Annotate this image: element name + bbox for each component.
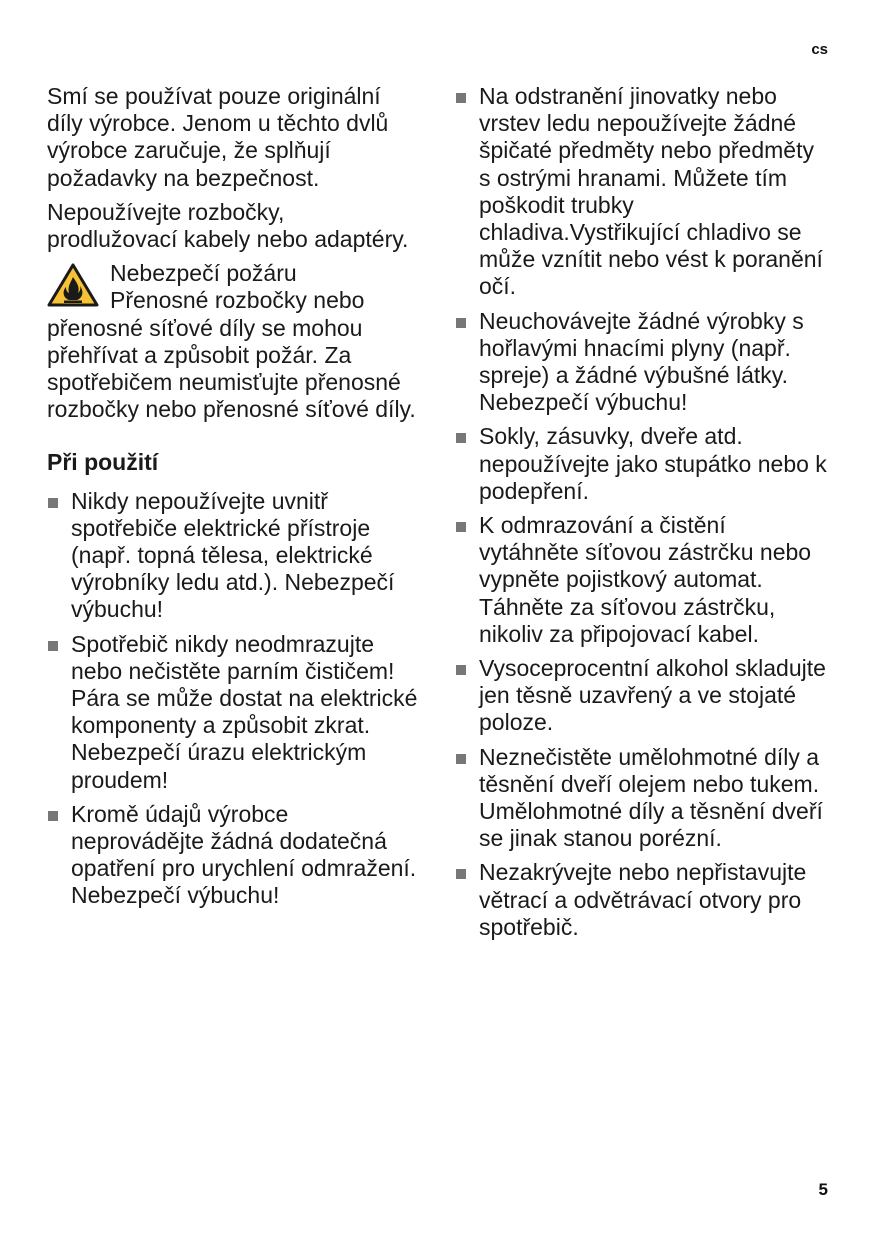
- list-item: [47, 631, 419, 794]
- list-item-text: Spotřebič nikdy neodmrazujte nebo nečistěte parním čističem! Pára se může dostat na elektrické komponenty a způsobit zkrat. Nebezpečí úrazu elektrickým proudem!: [71, 630, 418, 793]
- section-heading: Při použití: [47, 449, 159, 476]
- list-item: [455, 83, 827, 301]
- list-item: [455, 859, 827, 941]
- list-item-text: Vysoceprocentní alkohol skladujte jen těsně uzavřený a ve stojaté poloze.: [479, 655, 826, 736]
- list-item: [455, 423, 827, 505]
- list-item: [455, 655, 827, 737]
- list-item: [47, 801, 419, 910]
- fire-hazard-icon: [47, 263, 99, 307]
- left-column: [47, 83, 419, 917]
- page-number: 5: [818, 1180, 828, 1199]
- list-item: [455, 512, 827, 648]
- bullet-square-icon: [456, 665, 466, 675]
- list-item-text: Nikdy nepoužívejte uvnitř spotřebiče elektrické přístroje (např. topná tělesa, elektrické výrobníky ledu atd.). Nebezpečí výbuchu!: [71, 487, 395, 623]
- bullet-square-icon: [456, 522, 466, 532]
- bullet-square-icon: [456, 869, 466, 879]
- list-item: [47, 488, 419, 624]
- right-column: [455, 83, 827, 948]
- bullet-square-icon: [456, 318, 466, 328]
- list-item-text: Neznečistěte umělohmotné díly a těsnění dveří olejem nebo tukem. Umělohmotné díly a těsnění dveří se jinak stanou porézní.: [479, 743, 823, 852]
- bullet-square-icon: [456, 93, 466, 103]
- bullet-square-icon: [456, 754, 466, 764]
- bullet-square-icon: [456, 433, 466, 443]
- warning-title: Nebezpečí požáru: [110, 260, 297, 287]
- right-bullet-list: [455, 83, 827, 941]
- bullet-square-icon: [48, 641, 58, 651]
- list-item: [455, 308, 827, 417]
- warning-body: přenosné síťové díly se mohou přehřívat a způsobit požár. Za spotřebičem neumisťujte přenosné rozbočky nebo přenosné síťové díly.: [47, 314, 416, 423]
- list-item-text: Kromě údajů výrobce neprovádějte žádná dodatečná opatření pro urychlení odmražení. Nebezpečí výbuchu!: [71, 800, 417, 909]
- list-item-text: Na odstranění jinovatky nebo vrstev ledu nepoužívejte žádné špičaté předměty nebo předměty s ostrými hranami. Můžete tím poškodit trubky chladiva.Vystřikující chladivo se může vznítit nebo vést k poranění očí.: [479, 83, 823, 300]
- paragraph-original-parts: Smí se používat pouze originální díly výrobce. Jenom u těchto dvlů výrobce zaručuje, že splňují požadavky na bezpečnost.: [47, 83, 389, 191]
- list-item-text: Nezakrývejte nebo nepřistavujte větrací a odvětrávací otvory pro spotřebič.: [479, 859, 807, 940]
- language-code: cs: [811, 41, 828, 58]
- list-item-text: K odmrazování a čistění vytáhněte síťovou zástrčku nebo vypněte pojistkový automat. Táhněte za síťovou zástrčku, nikoliv za připojovací kabel.: [479, 512, 812, 647]
- list-item-text: Neuchovávejte žádné výrobky s hořlavými hnacími plyny (např. spreje) a žádné výbušné látky. Nebezpečí výbuchu!: [479, 307, 804, 416]
- paragraph-no-adapters: Nepoužívejte rozbočky, prodlužovací kabely nebo adaptéry.: [47, 198, 409, 253]
- fire-warning: [47, 260, 419, 423]
- list-item: [455, 744, 827, 853]
- left-bullet-list: [47, 488, 419, 910]
- bullet-square-icon: [48, 498, 58, 508]
- warning-first-line: Přenosné rozbočky nebo: [110, 287, 365, 314]
- list-item-text: Sokly, zásuvky, dveře atd. nepoužívejte jako stupátko nebo k podepření.: [479, 423, 827, 504]
- bullet-square-icon: [48, 811, 58, 821]
